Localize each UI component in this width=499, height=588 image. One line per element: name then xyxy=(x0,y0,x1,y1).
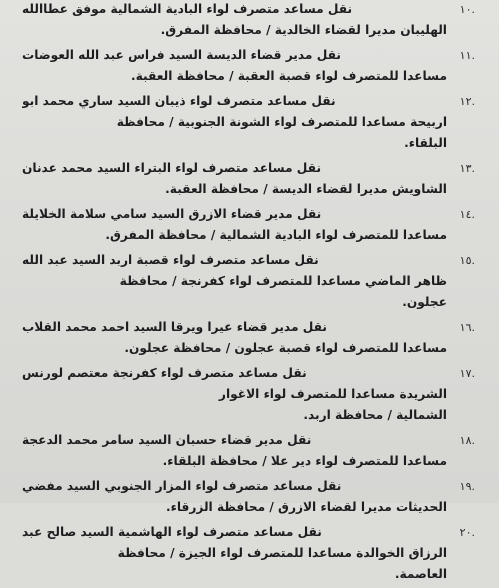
item-number: ١٥. xyxy=(459,254,475,267)
item-number: ١٩. xyxy=(459,480,475,493)
item-text: العاصمة. xyxy=(394,567,447,581)
list-item xyxy=(22,161,475,203)
item-number: ١١. xyxy=(459,49,475,62)
text-line xyxy=(22,366,475,387)
item-text: نقل مدير قضاء الديسة السيد فراس عبد الله العوضات xyxy=(22,48,341,62)
text-line xyxy=(22,228,475,249)
item-text: اربيحة مساعدا للمتصرف لواء الشونة الجنوبية / محافظة xyxy=(116,115,447,129)
list-item xyxy=(22,479,475,521)
item-text: نقل مساعد متصرف لواء ذيبان السيد ساري محمد ابو xyxy=(22,94,336,108)
text-line xyxy=(22,48,475,69)
item-text: الحديثات مديرا لقضاء الازرق / محافظة الزرقاء. xyxy=(165,500,447,514)
item-text: الشمالية / محافظة اربد. xyxy=(303,408,447,422)
text-line xyxy=(22,387,475,408)
item-text: الرزاق الخوالدة مساعدا للمتصرف لواء الجيزة / محافظة xyxy=(117,546,447,560)
list-item xyxy=(22,94,475,157)
list-item xyxy=(22,253,475,316)
text-line xyxy=(22,69,475,90)
text-line xyxy=(22,207,475,228)
item-text: نقل مساعد متصرف لواء الهاشمية السيد صالح عبد xyxy=(22,525,322,539)
list-item xyxy=(22,2,475,44)
item-text: نقل مساعد متصرف لواء كفرنجة معتصم لورنس xyxy=(22,366,307,380)
item-text: مساعدا للمتصرف لواء دير علا / محافظة البلقاء. xyxy=(162,454,447,468)
text-line xyxy=(22,341,475,362)
list-item xyxy=(22,433,475,475)
text-line xyxy=(22,479,475,500)
text-line xyxy=(22,433,475,454)
item-number: ١٢. xyxy=(459,95,475,108)
text-line xyxy=(22,94,475,115)
text-line xyxy=(22,567,475,588)
text-line xyxy=(22,454,475,475)
item-text: الشريدة مساعدا للمتصرف لواء الاغوار xyxy=(218,387,447,401)
item-number: ١٠. xyxy=(459,3,475,16)
item-text: مساعدا للمتصرف لواء البادية الشمالية / محافظة المفرق. xyxy=(105,228,447,242)
list-item xyxy=(22,207,475,249)
item-text: نقل مدير قضاء عيرا ويرقا السيد احمد محمد القلاب xyxy=(22,320,327,334)
item-text: الشاويش مديرا لقضاء الديسة / محافظة العقبة. xyxy=(165,182,447,196)
text-line xyxy=(22,136,475,157)
item-number: ١٤. xyxy=(459,208,475,221)
item-number: ١٧. xyxy=(459,367,475,380)
item-number: ١٣. xyxy=(459,162,475,175)
text-line xyxy=(22,2,475,23)
item-text: نقل مساعد متصرف لواء قصبة اربد السيد عبد الله xyxy=(22,253,319,267)
item-number: ١٨. xyxy=(459,434,475,447)
text-line xyxy=(22,274,475,295)
item-number: ١٦. xyxy=(459,321,475,334)
item-text: نقل مساعد متصرف لواء البادية الشمالية موفق عطاالله xyxy=(22,2,353,16)
text-line xyxy=(22,546,475,567)
text-line xyxy=(22,295,475,316)
item-text: نقل مساعد متصرف لواء البتراء السيد محمد عدنان xyxy=(22,161,322,175)
text-line xyxy=(22,320,475,341)
item-number: ٢٠. xyxy=(459,526,475,539)
text-line xyxy=(22,161,475,182)
text-line xyxy=(22,23,475,44)
list-item xyxy=(22,366,475,429)
item-text: نقل مدير قضاء حسبان السيد سامر محمد الدعجة xyxy=(22,433,312,447)
text-line xyxy=(22,182,475,203)
item-text: الهليبان مديرا لقضاء الخالدية / محافظة المفرق. xyxy=(160,23,447,37)
text-line xyxy=(22,408,475,429)
item-text: نقل مساعد متصرف لواء المزار الجنوبي السيد مفضي xyxy=(22,479,342,493)
item-text: نقل مدير قضاء الازرق السيد سامي سلامة الخلايلة xyxy=(22,207,322,221)
item-text: مساعدا للمتصرف لواء قصبة عجلون / محافظة عجلون. xyxy=(124,341,447,355)
item-text: ظاهر الماضي مساعدا للمتصرف لواء كفرنجة / محافظة xyxy=(119,274,447,288)
list-item xyxy=(22,525,475,588)
text-line xyxy=(22,525,475,546)
item-text: عجلون. xyxy=(402,295,447,309)
text-line xyxy=(22,253,475,274)
item-text: البلقاء. xyxy=(404,136,447,150)
text-line xyxy=(22,115,475,136)
text-line xyxy=(22,500,475,521)
list-item xyxy=(22,48,475,90)
item-text: مساعدا للمتصرف لواء قصبة العقبة / محافظة العقبة. xyxy=(131,69,447,83)
list-item xyxy=(22,320,475,362)
